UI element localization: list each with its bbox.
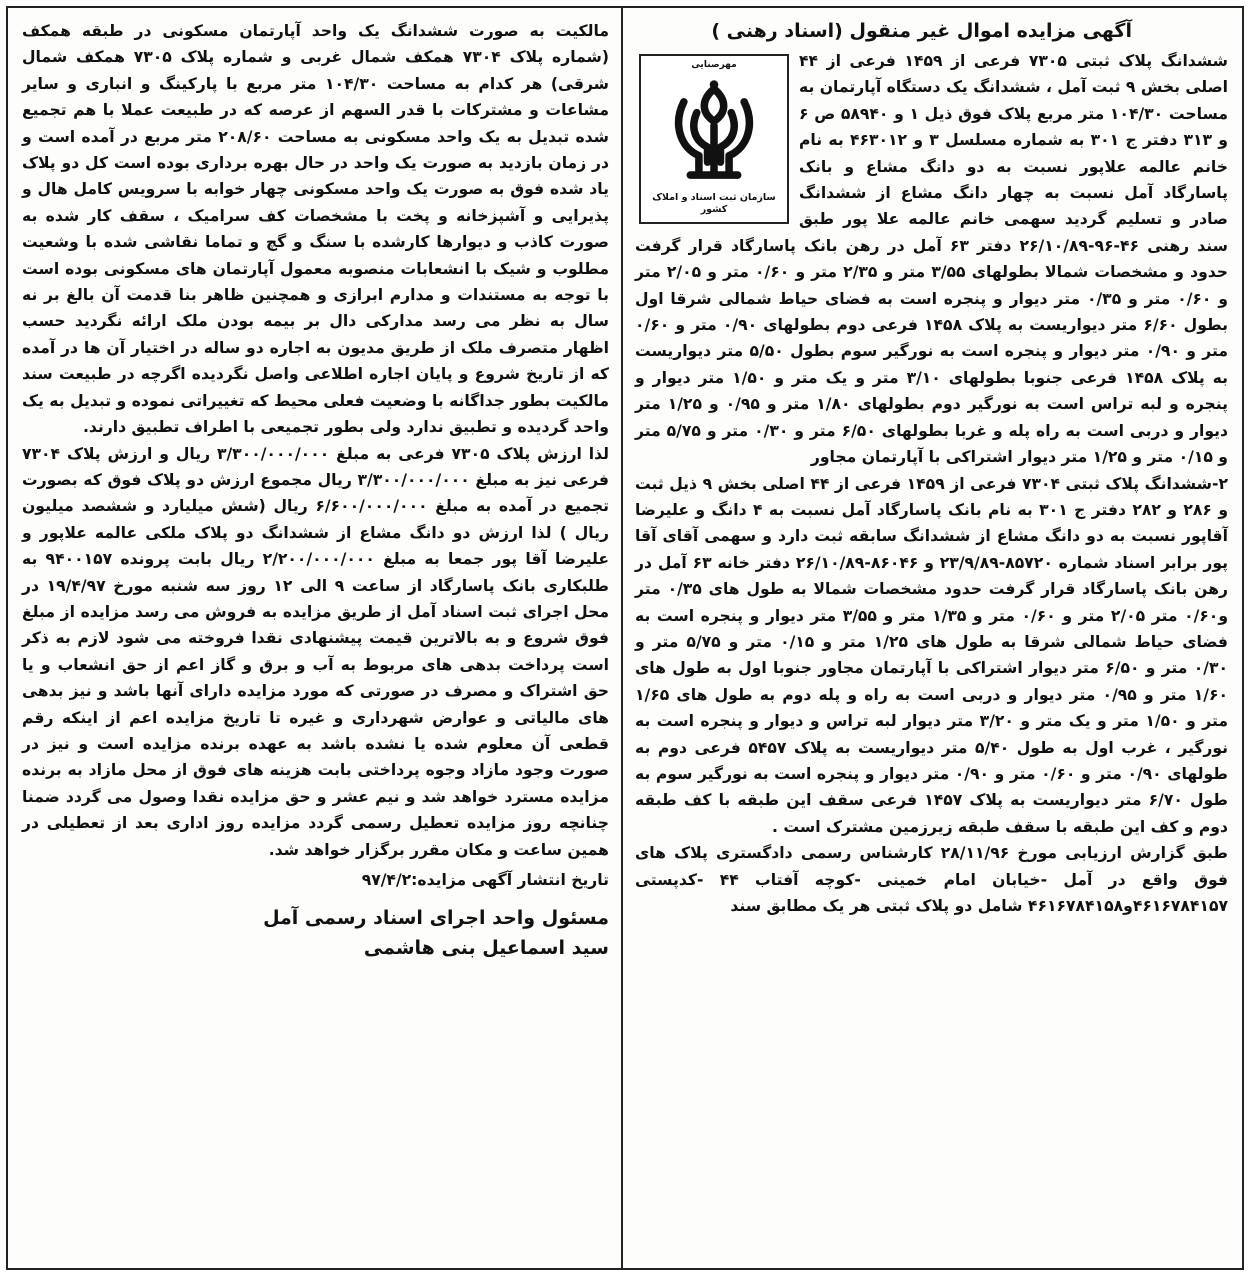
notice-page (6, 6, 1244, 1270)
left-column (8, 8, 621, 1268)
right-column (621, 8, 1242, 1268)
registry-emblem-icon (660, 76, 768, 188)
paragraph-plot-7304: ۲-ششدانگ پلاک ثبتی ۷۳۰۴ فرعی از ۱۴۵۹ فرعی از ۴۴ اصلی بخش ۹ ذیل ثبت و ۲۸۶ و ۲۸۲ دفتر ج ۳۰۱ به نام بانک پاسارگاد آمل نسبت به ۴ دانگ و علیرضا آقاپور نسبت به دو دانگ مشاع از ششدانگ سابقه ثبت دارد و سهمی آقای آقا پور برابر اسناد شماره ۸۵۷۲۰-۲۳/۹/۸۹ و ۸۶۰۴۶-۲۶/۱۰/۸۹ دفتر خانه ۶۳ آمل در رهن بانک پاسارگاد قرار گرفت حدود مشخصات شمالا به طول های ۰/۳۵ متر و۰/۶۰ متر ۲/۰۵ متر و ۰/۶۰ متر و ۱/۳۵ متر و ۳/۵۵ متر دیوار و پنجره است به فضای حیاط شمالی شرقا به طول های ۱/۲۵ متر و ۰/۱۵ متر و ۵/۷۵ متر و ۰/۳۰ متر و ۶/۵۰ متر دیوار اشتراکی با آپارتمان مجاور جنوبا اول به طول های ۱/۶۰ متر و ۰/۹۵ متر دیوار و دربی است به راه و پله دوم به طول های ۱/۶۵ متر و ۱/۵۰ متر و یک متر و ۳/۲۰ متر دیوار لبه تراس و دیوار و پنجره است به نورگیر ، غرب اول به طول ۵/۴۰ متر دیواریست به پلاک ۵۴۵۷ فرعی دوم به طولهای ۰/۹۰ متر و ۰/۶۰ متر و ۰/۹۰ متر دیوار و پنجره است به نورگیر سوم به طول ۶/۷۰ متر دیواریست به پلاک ۱۴۵۷ فرعی سقف این طبقه با کف طبقه دوم و کف این طبقه با سقف طبقه زیرزمین مشترک است . (635, 474, 1229, 836)
notice-title: آگهی مزایده اموال غیر منقول (اسناد رهنی ) (711, 20, 1132, 42)
registry-logo (639, 54, 789, 224)
logo-caption: سازمان ثبت اسناد و املاک کشور (652, 192, 776, 215)
publish-date: تاریخ انتشار آگهی مزایده:۹۷/۴/۲ (361, 871, 609, 889)
paragraph-plot-7305: ششدانگ پلاک ثبتی ۷۳۰۵ فرعی از ۱۴۵۹ فرعی از ۴۴ اصلی بخش ۹ ثبت آمل ، ششدانگ یک دستگاه آپارتمان به مساحت ۱۰۴/۳۰ متر مربع پلاک فوق ذیل ۱ و ۵۸۹۴۰ ص ۶ و ۳۱۳ دفتر ج ۳۰۱ به شماره مسلسل ۳ و ۴۶۳۰۱۲ به نام خانم عالمه علاپور نسبت به دو دانگ مشاع و بانک پاسارگاد آمل نسبت به چهار دانگ مشاع از ششدانگ صادر و تسلیم گردید سهمی خانم عالمه علا پور طبق سند رهنی ۴۶-۹۶-۲۶/۱۰/۸۹ دفتر ۶۳ آمل در رهن بانک پاسارگاد قرار گرفت حدود و مشخصات شمالا بطولهای ۳/۵۵ متر و ۲/۳۵ متر و ۰/۶۰ متر و ۲/۰۵ متر و ۰/۶۰ متر و ۰/۳۵ متر دیوار و پنجره است به فضای حیاط شمالی شرقا اول بطول ۶/۶۰ متر دیواریست به پلاک ۱۴۵۸ فرعی دوم بطولهای ۰/۹۰ متر و ۰/۶۰ متر و ۰/۹۰ متر دیوار و پنجره است به نورگیر سوم بطول ۵/۵۰ متر دیواریست به پلاک ۱۴۵۸ فرعی جنوبا بطولهای ۳/۱۰ متر و یک متر و ۱/۵۰ متر دیوار و پنجره و لبه تراس است به نورگیر دوم بطولهای ۱/۸۰ متر و ۰/۹۵ و ۱/۲۵ متر دیوار و دربی است به راه پله و غربا بطولهای ۶/۵۰ متر و ۰/۳۰ متر و ۵/۷۵ متر و ۰/۱۵ متر و ۱/۲۵ متر دیوار اشتراکی با آپارتمان مجاور (635, 52, 1229, 467)
paragraph-property-description: مالکیت به صورت ششدانگ یک واحد آپارتمان مسکونی در طبقه همکف (شماره پلاک ۷۳۰۴ همکف شمال غربی و شماره پلاک ۷۳۰۵ همکف شمال شرقی) هر کدام به مساحت ۱۰۴/۳۰ متر مربع با پارکینگ و انباری و سایر مشاعات و مشترکات با قدر السهم از عرصه که در طبیعت عملا با هم تجمیع شده تبدیل به یک واحد مسکونی به مساحت ۲۰۸/۶۰ متر مربع در آمده است و در زمان بازدید به صورت یک واحد در حال بهره برداری بوده است کل دو پلاک یاد شده فوق به صورت یک واحد مسکونی چهار خوابه با سرویس کامل هال و پذیرایی و آشپزخانه و پخت با مشخصات کف سرامیک ، سقف کار شده به صورت کاذب و دیوارها کارشده با سنگ و گچ و تماما نقاشی شده با وشعیت مطلوب و شیک با انشعابات منصوبه معمول آپارتمان های مسکونی بوده است با توجه به مستندات و مدارم ابرازی و همچنین ظاهر بنا قدمت آن بالغ بر نه سال به نظر می رسد مدارکی دال بر بیمه بودن ملک ارائه نگردید حسب اظهار متصرف ملک از طریق مدیون به اجاره دو ساله در اختیار آن ها در آمده که از تاریخ شروع و پایان اجاره اطلاعی واصل نگردیده اگرچه در طبیعت سند مالکیت بطور جداگانه با وضعیت فعلی محیط که تغییراتی نموده و تبدیل به یک واحد گردیده و تطبیق ندارد ولی بطور تجمیعی با اطراف تطبیق دارند. (22, 22, 610, 437)
logo-small-text: مهرصنایی (691, 60, 737, 70)
signature-title: مسئول واحد اجرای اسناد رسمی آمل (263, 907, 609, 929)
paragraph-appraisal: طبق گزارش ارزیابی مورخ ۲۸/۱۱/۹۶ کارشناس رسمی دادگستری پلاک های فوق واقع در آمل -خیابان امام خمینی -کوچه آفتاب ۴۴ -کدپستی ۴۶۱۶۷۸۴۱۵۷و۴۶۱۶۷۸۴۱۵۸ شامل دو پلاک ثبتی هر یک مطابق سند (635, 844, 1229, 915)
signature-name: سید اسماعیل بنی هاشمی (363, 937, 609, 959)
paragraph-auction-terms: لذا ارزش پلاک ۷۳۰۵ فرعی به مبلغ ۳/۳۰۰/۰۰۰/۰۰۰ ریال و ارزش پلاک ۷۳۰۴ فرعی نیز به مبلغ ۳/۳۰۰/۰۰۰/۰۰۰ ریال مجموع ارزش دو پلاک فوق که بصورت تجمیع در آمده به مبلغ ۶/۶۰۰/۰۰۰/۰۰۰ ریال (شش میلیارد و ششصد میلیون ریال ) لذا ارزش دو دانگ مشاع از ششدانگ دو پلاک ملکی عالمه علاپور و علیرضا آقا پور جمعا به مبلغ ۲/۲۰۰/۰۰۰/۰۰۰ ریال بابت پرونده ۹۴۰۰۱۵۷ به طلبکاری بانک پاسارگاد از ساعت ۹ الی ۱۲ روز سه شنبه مورخ ۱۹/۴/۹۷ در محل اجرای ثبت اسناد آمل از طریق مزایده به فروش می رسد مزایده از مبلغ فوق شروع و به بالاترین قیمت پیشنهادی نقدا فروخته می شود لازم به ذکر است پرداخت بدهی های مربوط به آب و برق و گاز اعم از حق انشعاب و یا حق اشتراک و مصرف در صورتی که مورد مزایده دارای آنها باشد و نیز بدهی های مالیاتی و عوارض شهرداری و غیره تا تاریخ مزایده اعم از اینکه رقم قطعی آن معلوم شده یا نشده باشد به عهده برنده مزایده است و نیز در صورت وجود مازاد وجوه پرداختی بابت هزینه های فوق از محل مازاد به برنده مزایده مسترد خواهد شد و نیم عشر و حق مزایده نقدا وصول می گردد ضمنا چنانچه روز مزایده تعطیل رسمی گردد مزایده روز اداری بعد از تعطیلی در همین ساعت و مکان مقرر برگزار خواهد شد. (22, 444, 609, 859)
